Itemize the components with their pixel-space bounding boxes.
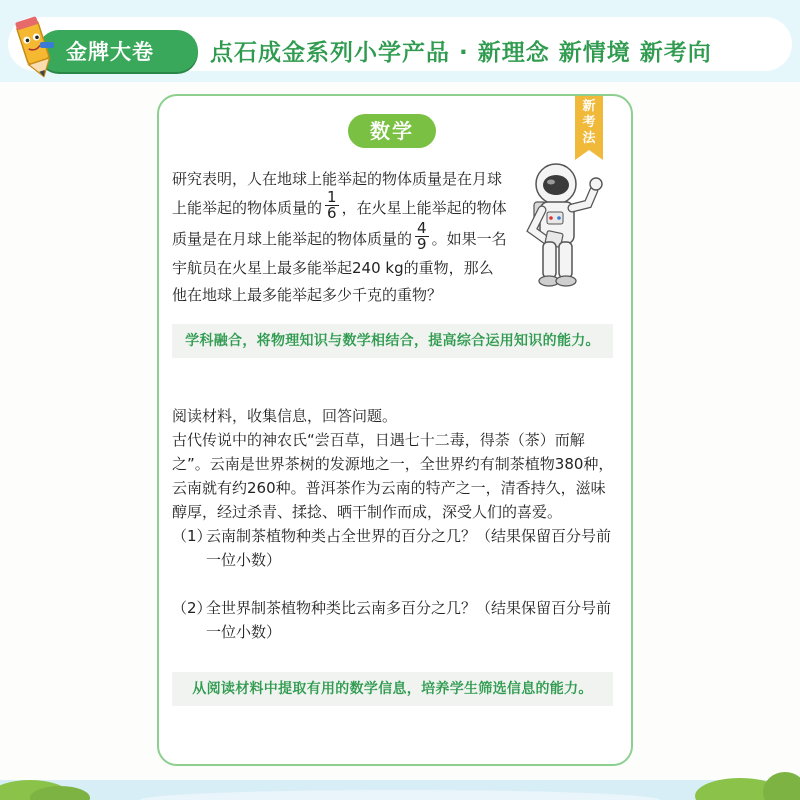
question-1-text: 云南制茶植物种类占全世界的百分之几？（结果保留百分号前一位小数）: [206, 527, 612, 569]
problem-1-line-1: 研究表明，人在地球上能举起的物体质量是在月球: [172, 170, 503, 188]
ribbon-label: 新考法: [582, 99, 596, 146]
skill-tip-2: 从阅读材料中提取有用的数学信息，培养学生筛选信息的能力。: [172, 672, 613, 706]
problem-2: [172, 404, 617, 524]
problem-1-text: 上能举起的物体质量的: [172, 199, 323, 217]
fraction-denominator: 6: [327, 204, 337, 222]
problem-1-line-4: 宇航员在火星上最多能举起240 kg的重物，那么: [172, 259, 494, 277]
problem-2-intro: 阅读材料，收集信息，回答问题。: [172, 407, 398, 425]
problem-1-text: 质量是在月球上能举起的物体质量的: [172, 230, 413, 248]
astronaut-illustration: [520, 160, 612, 290]
header-slogan: 点石成金系列小学产品 · 新理念 新情境 新考向: [210, 40, 712, 66]
fraction-one-sixth: [325, 190, 339, 221]
problem-2-material: 古代传说中的神农氏“尝百草，日遇七十二毒，得荼（茶）而解之”。云南是世界茶树的发源地之一，全世界约有制茶植物380种，云南就有约260种。普洱茶作为云南的特产之一，清香持久，滋味醇厚，经过杀青、揉捻、晒干制作而成，深受人们的喜爱。: [172, 431, 614, 521]
brand-label: 金牌大卷: [66, 40, 154, 64]
question-2-text: 全世界制茶植物种类比云南多百分之几？（结果保留百分号前一位小数）: [206, 599, 612, 641]
problem-1-line-2: [172, 188, 512, 224]
problem-1-text: ，在火星上能举起的物体: [341, 199, 507, 217]
problem-1-text: 。如果一名: [431, 230, 507, 248]
skill-tip-1: 学科融合，将物理知识与数学相结合，提高综合运用知识的能力。: [172, 324, 613, 358]
fraction-numerator: 4: [417, 219, 427, 237]
problem-1: [172, 166, 512, 309]
fraction-numerator: 1: [327, 188, 337, 206]
problem-1-line-3: [172, 219, 512, 255]
question-1-number: （1）: [172, 527, 212, 545]
bottom-landscape-decoration: [0, 770, 800, 800]
question-2-number: （2）: [172, 599, 212, 617]
fraction-four-ninths: [415, 221, 429, 252]
subject-badge: 数学: [348, 114, 436, 148]
question-2: [172, 596, 617, 644]
problem-1-line-5: 他在地球上最多能举起多少千克的重物？: [172, 286, 443, 304]
question-1: [172, 524, 617, 572]
fraction-denominator: 9: [417, 235, 427, 253]
pencil-mascot-icon: [10, 16, 60, 82]
